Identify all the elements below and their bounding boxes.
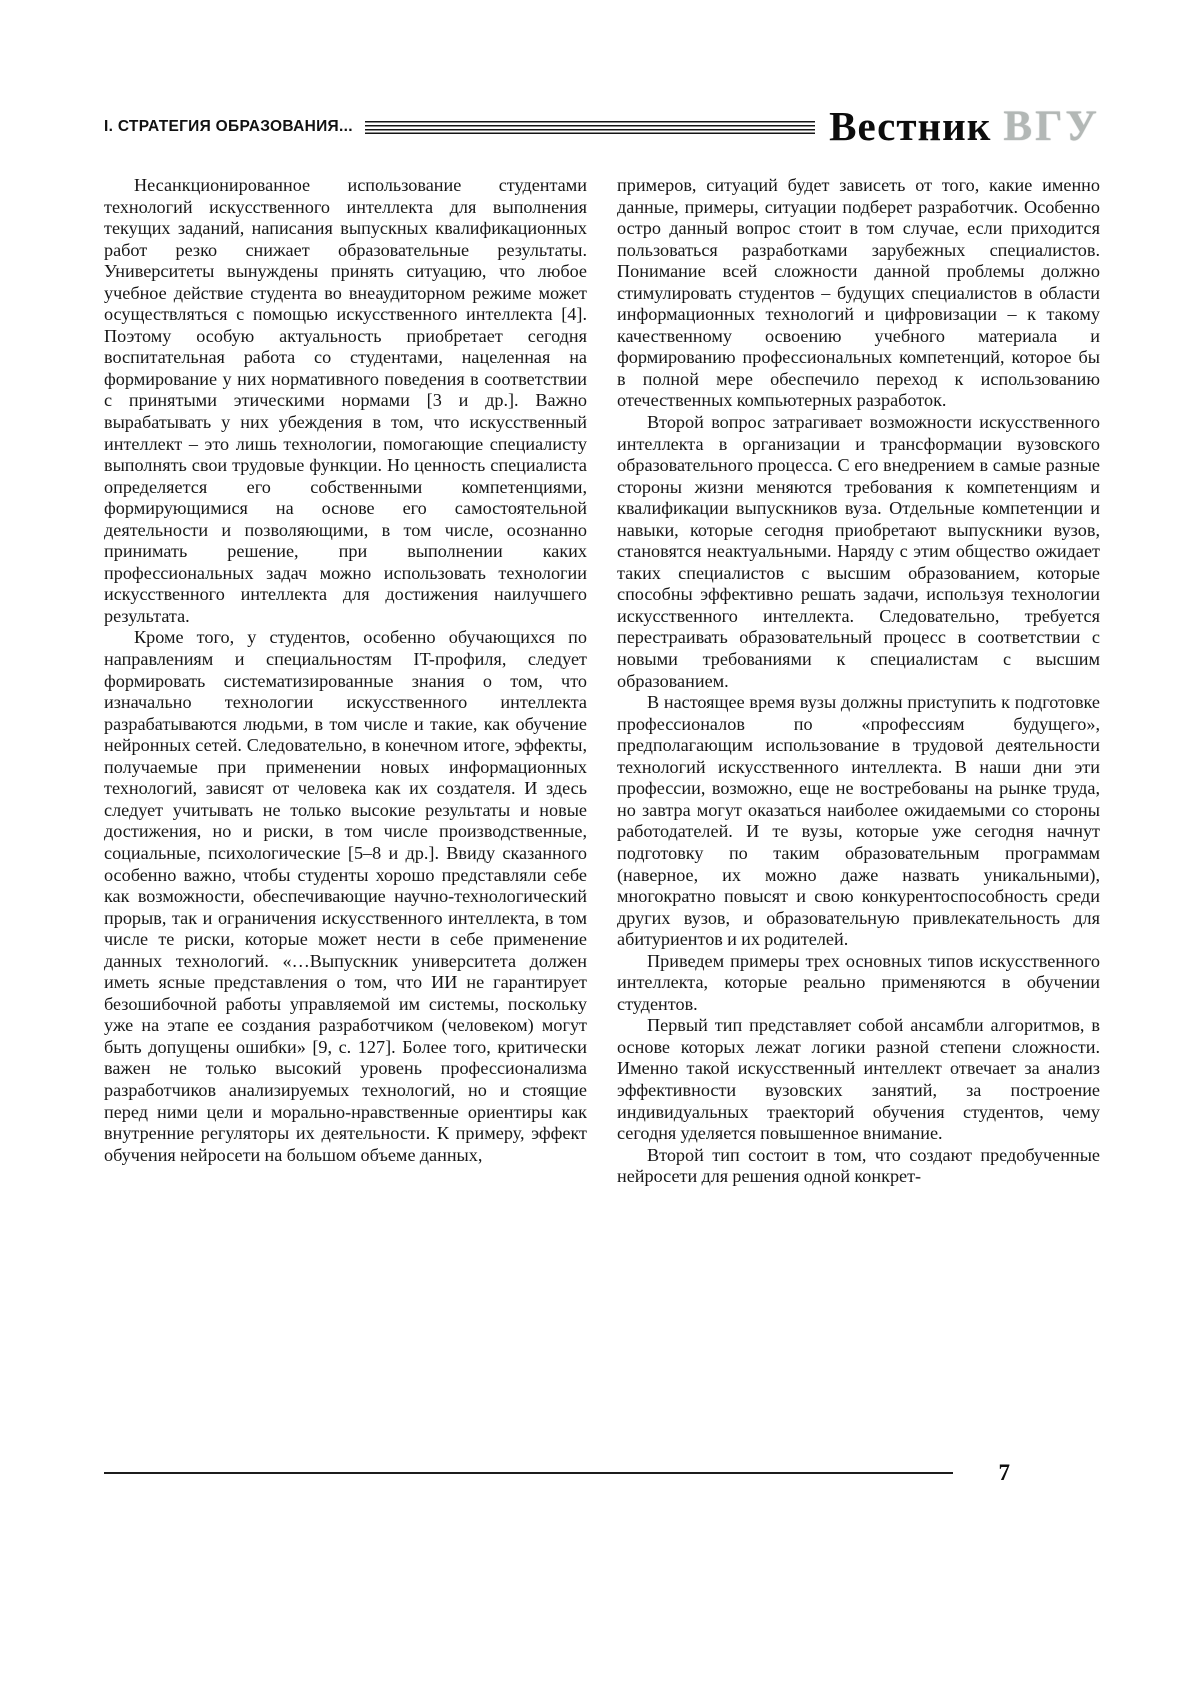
paragraph: В настоящее время вузы должны приступить к подготовке профессионалов по «профессиям будущего», предполагающим использование в трудовой деятельности технологий искусственного интеллекта. В наши дни эти профессии, возможно, еще не востребованы на рынке труда, но завтра могут оказаться наиболее ожидаемыми со стороны работодателей. И те вузы, которые уже сегодня начнут подготовку по таким образовательным программам (наверное, их можно даже назвать уникальными), многократно повысят и свою конкурентоспособность среди других вузов, и образовательную привлекательность для абитуриентов и их родителей. <box>617 692 1100 950</box>
right-column <box>617 175 1100 1188</box>
header-rule-band <box>365 121 815 134</box>
page-header <box>104 102 1100 151</box>
paragraph: Второй вопрос затрагивает возможности искусственного интеллекта в организации и трансформации вузовского образовательного процесса. С его внедрением в самые разные стороны жизни меняются требования к компетенциям и квалификации выпускников вуза. Отдельные компетенции и навыки, которые сегодня приобретают выпускники вузов, становятся неактуальными. Наряду с этим общество ожидает таких специалистов с высшим образованием, которые способны эффективно решать задачи, используя технологии искусственного интеллекта. Следовательно, требуется перестраивать образовательный процесс в соответствии с новыми требованиями к специалистам с высшим образованием. <box>617 412 1100 691</box>
footer-rule <box>104 1472 953 1474</box>
article-body <box>104 175 1100 1188</box>
journal-abbr: ВГУ <box>1003 103 1100 150</box>
page-number: 7 <box>998 1460 1010 1485</box>
paragraph: Второй тип состоит в том, что создают предобученные нейросети для решения одной конкрет- <box>617 1144 1100 1187</box>
journal-logo <box>829 102 1100 151</box>
paragraph: Кроме того, у студентов, особенно обучающихся по направлениям и специальностям IT-профиля, следует формировать систематизированные знания о том, что изначально технологии искусственного интеллекта разрабатываются людьми, в том числе и такие, как обучение нейронных сетей. Следовательно, в конечном итоге, эффекты, получаемые при применении новых информационных технологий, зависят от человека как их создателя. И здесь следует учитывать не только высокие результаты и новые достижения, но и риски, в том числе производственные, социальные, психологические [5–8 и др.]. Ввиду сказанного особенно важно, чтобы студенты хорошо представляли себе как возможности, обеспечивающие научно-технологический прорыв, так и ограничения искусственного интеллекта, в том числе те риски, которые может нести в себе применение данных технологий. «…Выпускник университета должен иметь ясные представления о том, что ИИ не гарантирует безошибочной работы управляемой им системы, поскольку уже на этапе ее создания разработчиком (человеком) могут быть допущены ошибки» [9, с. 127]. Более того, критически важен не только высокий уровень профессионализма разработчиков анализируемых технологий, но и стоящие перед ними цели и морально-нравственные ориентиры как внутренние регуляторы их деятельности. К примеру, эффект обучения нейросети на большом объеме данных, <box>104 627 587 1165</box>
journal-name: Вестник <box>829 103 992 149</box>
paragraph: Несанкционированное использование студентами технологий искусственного интеллекта для выполнения текущих заданий, написания выпускных квалификационных работ резко снижает образовательные результаты. Университеты вынуждены принять ситуацию, что любое учебное действие студента во внеаудиторном режиме может осуществляться с помощью искусственного интеллекта [4]. Поэтому особую актуальность приобретает сегодня воспитательная работа со студентами, нацеленная на формирование у них нормативного поведения в соответствии с принятыми этическими нормами [3 и др.]. Важно вырабатывать у них убеждения в том, что искусственный интеллект – это лишь технологии, помогающие специалисту выполнять свои трудовые функции. Но ценность специалиста определяется его собственными компетенциями, формирующимися на основе его самостоятельной деятельности и позволяющими, в том числе, осознанно принимать решение, при выполнении каких профессиональных задач можно использовать технологии искусственного интеллекта для достижения наилучшего результата. <box>104 175 587 626</box>
page-footer <box>104 1460 1010 1486</box>
paragraph: Первый тип представляет собой ансамбли алгоритмов, в основе которых лежат логики разной степени сложности. Именно такой искусственный интеллект отвечает за анализ эффективности вузовских занятий, за построение индивидуальных траекторий обучения студентов, чему сегодня уделяется повышенное внимание. <box>617 1015 1100 1144</box>
paragraph: примеров, ситуаций будет зависеть от того, какие именно данные, примеры, ситуации подберет разработчик. Особенно остро данный вопрос стоит в том случае, если приходится пользоваться разработками зарубежных специалистов. Понимание всей сложности данной проблемы должно стимулировать студентов – будущих специалистов в области информационных технологий и цифровизации – к такому качественному освоению учебного материала и формированию профессиональных компетенций, которое бы в полной мере обеспечило переход к использованию отечественных компьютерных разработок. <box>617 175 1100 411</box>
paragraph: Приведем примеры трех основных типов искусственного интеллекта, которые реально применяются в обучении студентов. <box>617 950 1100 1014</box>
left-column <box>104 175 587 1188</box>
section-title: I. СТРАТЕГИЯ ОБРАЗОВАНИЯ... <box>104 117 353 135</box>
